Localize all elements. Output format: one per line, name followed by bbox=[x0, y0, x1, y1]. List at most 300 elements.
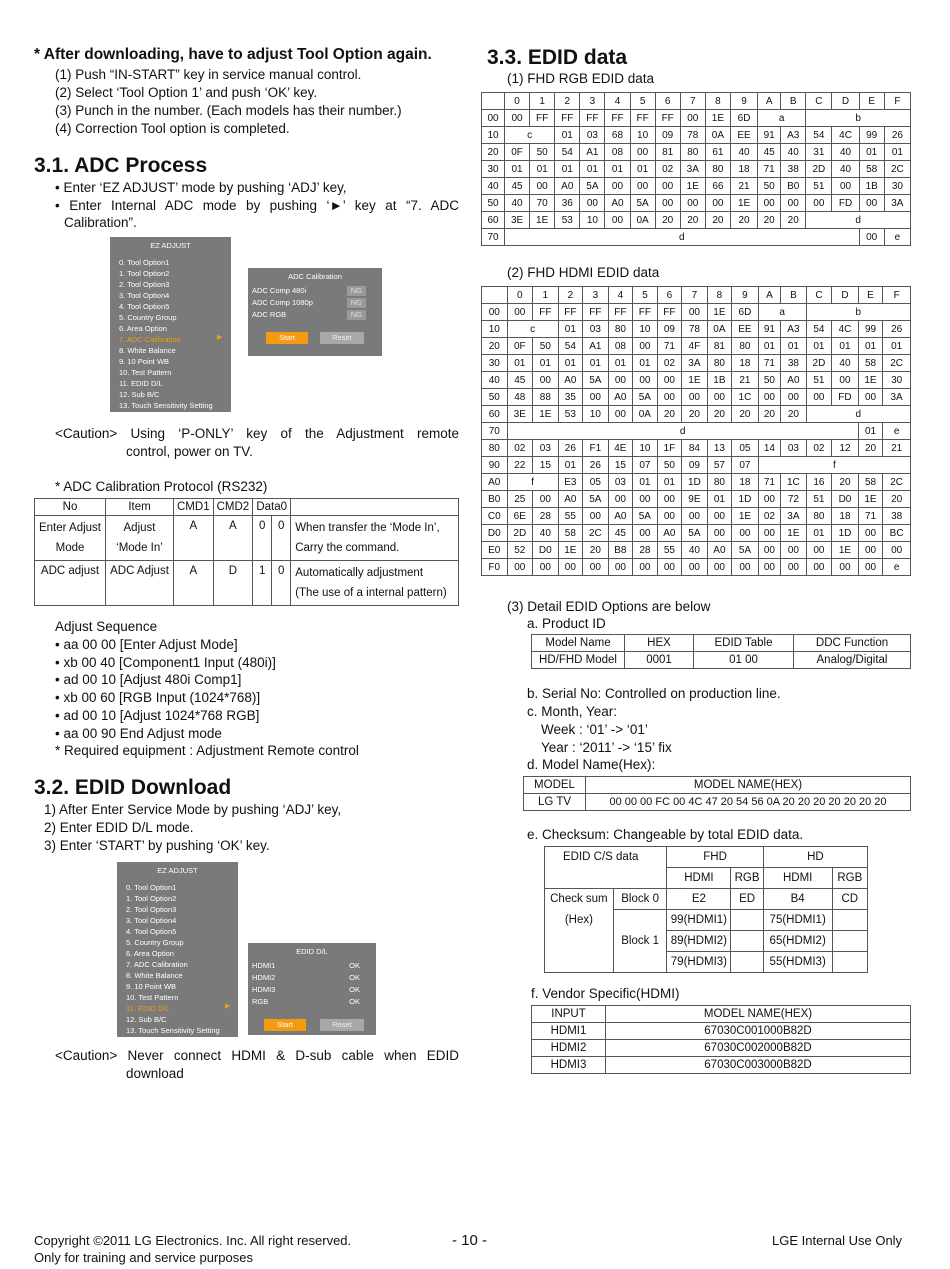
cell: D bbox=[213, 561, 253, 606]
menu-item[interactable]: 11. EDID D/L bbox=[126, 1004, 170, 1013]
hex-cell: 02 bbox=[655, 161, 680, 178]
hex-cell: 00 bbox=[657, 559, 682, 576]
hex-cell: 51 bbox=[806, 178, 832, 195]
hex-cell: 48 bbox=[507, 389, 533, 406]
cell: 89(HDMI2) bbox=[667, 931, 731, 952]
hex-cell: 00 bbox=[832, 559, 859, 576]
hex-cell: 2C bbox=[883, 474, 911, 491]
cell: HD/FHD Model bbox=[532, 652, 625, 669]
hex-cell: A0 bbox=[781, 372, 807, 389]
after-download-step: (3) Punch in the number. (Each models has their number.) bbox=[55, 103, 402, 118]
sequence-item: • xb 00 60 [RGB Input (1024*768)] bbox=[55, 690, 261, 706]
hex-cell: 50 bbox=[758, 178, 781, 195]
hex-cell: 00 bbox=[781, 195, 806, 212]
hex-cell: d bbox=[806, 406, 910, 423]
hex-cell: FF bbox=[655, 110, 680, 127]
hex-cell: 00 bbox=[657, 491, 682, 508]
hex-cell: 00 bbox=[608, 372, 633, 389]
hex-cell: 00 bbox=[732, 525, 759, 542]
cell: E2 bbox=[667, 889, 731, 910]
caution-cont: control, power on TV. bbox=[126, 444, 253, 459]
hex-cell: 84 bbox=[682, 440, 708, 457]
col-header: B bbox=[781, 287, 807, 304]
col-header: MODEL NAME(HEX) bbox=[586, 777, 911, 794]
hex-cell: 00 bbox=[682, 389, 708, 406]
menu-arrow-icon: ▶ bbox=[217, 334, 223, 341]
caution: <Caution> Never connect HDMI & D-sub cable when EDID bbox=[55, 1048, 459, 1063]
hex-cell: 00 bbox=[608, 406, 633, 423]
hex-cell: FD bbox=[832, 195, 859, 212]
hex-cell: A0 bbox=[558, 372, 583, 389]
hex-cell: 00 bbox=[707, 525, 732, 542]
hex-cell: 36 bbox=[555, 195, 580, 212]
hex-cell: 14 bbox=[758, 440, 780, 457]
sequence-item: * Required equipment : Adjustment Remote control bbox=[55, 743, 359, 759]
hex-cell: 20 bbox=[730, 212, 757, 229]
hex-cell: 1E bbox=[680, 178, 705, 195]
reset-button[interactable]: Reset bbox=[320, 1019, 364, 1031]
hex-cell: 80 bbox=[705, 161, 730, 178]
row-header: 30 bbox=[482, 161, 505, 178]
hex-cell: 01 bbox=[707, 491, 732, 508]
start-button[interactable]: Start bbox=[266, 332, 308, 344]
hex-cell: 3A bbox=[682, 355, 708, 372]
sequence-item: • xb 00 40 [Component1 Input (480i)] bbox=[55, 654, 276, 670]
hex-cell: 26 bbox=[884, 127, 910, 144]
hex-cell: 70 bbox=[530, 195, 555, 212]
hex-cell: 01 bbox=[630, 161, 655, 178]
hex-cell: 07 bbox=[633, 457, 658, 474]
hex-cell: 40 bbox=[505, 195, 530, 212]
hex-cell: 52 bbox=[507, 542, 533, 559]
menu-item[interactable]: 1. Tool Option2 bbox=[126, 894, 177, 903]
hex-cell: A0 bbox=[608, 508, 633, 525]
hex-cell: e bbox=[883, 423, 911, 440]
hex-cell: FF bbox=[630, 110, 655, 127]
hex-cell: f bbox=[507, 474, 558, 491]
col-header: Data0 bbox=[253, 499, 291, 516]
cell: Block 1 bbox=[613, 910, 667, 973]
col-header: 7 bbox=[680, 93, 705, 110]
hex-cell: A3 bbox=[781, 321, 807, 338]
fhd-hdmi-edid-table bbox=[481, 286, 911, 576]
hex-cell: 80 bbox=[707, 355, 732, 372]
cell: CD bbox=[832, 889, 867, 910]
cell: ADC adjust bbox=[35, 561, 106, 606]
cell: HDMI bbox=[667, 868, 731, 889]
hex-cell: 54 bbox=[806, 127, 832, 144]
panel-row bbox=[248, 309, 382, 321]
cell: 67030C001000B82D bbox=[606, 1023, 911, 1040]
col-header: 9 bbox=[730, 93, 757, 110]
hex-cell: 78 bbox=[680, 127, 705, 144]
cell: EDID C/S data bbox=[545, 847, 667, 868]
hex-cell: 20 bbox=[655, 212, 680, 229]
menu-item[interactable]: 12. Sub B/C bbox=[126, 1015, 167, 1024]
hex-cell: 01 bbox=[608, 355, 633, 372]
row-header: 50 bbox=[482, 195, 505, 212]
hex-cell: 1B bbox=[859, 178, 884, 195]
hex-cell: 01 bbox=[884, 144, 910, 161]
menu-item[interactable]: 11. EDID D/L bbox=[119, 379, 163, 388]
hex-cell: 02 bbox=[758, 508, 780, 525]
hex-cell: 00 bbox=[608, 491, 633, 508]
hex-cell: 71 bbox=[758, 355, 780, 372]
hex-cell: 00 bbox=[558, 559, 583, 576]
col-header: F bbox=[884, 93, 910, 110]
hex-cell: 1E bbox=[682, 372, 708, 389]
hex-cell: 00 bbox=[832, 372, 859, 389]
panel-row bbox=[248, 984, 376, 996]
hex-cell: 01 bbox=[530, 161, 555, 178]
hex-cell: 20 bbox=[858, 440, 883, 457]
hex-cell: 00 bbox=[806, 542, 832, 559]
menu-item[interactable]: 13. Touch Sensitivity Setting bbox=[119, 401, 213, 410]
menu-item[interactable]: 6. Area Option bbox=[119, 324, 167, 333]
col-header: B bbox=[781, 93, 806, 110]
hex-cell: 00 bbox=[758, 389, 780, 406]
edid-data-heading: 3.3. EDID data bbox=[487, 46, 628, 69]
hex-cell: 2C bbox=[583, 525, 609, 542]
hex-cell: 09 bbox=[682, 457, 708, 474]
hex-cell: 66 bbox=[705, 178, 730, 195]
hex-cell: 00 bbox=[682, 559, 708, 576]
hex-cell: 01 bbox=[806, 338, 832, 355]
hex-cell: 58 bbox=[859, 161, 884, 178]
row-header: E0 bbox=[482, 542, 508, 559]
col-header: E bbox=[858, 287, 883, 304]
col-header: C bbox=[806, 93, 832, 110]
hex-cell: 0A bbox=[630, 212, 655, 229]
hex-cell: 81 bbox=[707, 338, 732, 355]
hex-cell: A1 bbox=[580, 144, 605, 161]
hex-cell: 51 bbox=[806, 491, 832, 508]
hex-cell: 00 bbox=[583, 508, 609, 525]
hex-cell: 12 bbox=[832, 440, 859, 457]
col-header: 4 bbox=[608, 287, 633, 304]
hex-cell: 01 bbox=[555, 161, 580, 178]
hex-cell: 01 bbox=[605, 161, 630, 178]
hex-cell: 00 bbox=[583, 559, 609, 576]
hex-cell: EE bbox=[732, 321, 759, 338]
menu-title: EZ ADJUST bbox=[150, 241, 191, 250]
panel-row-label: ADC Comp 1080p bbox=[252, 298, 313, 307]
cell: 65(HDMI2) bbox=[763, 931, 832, 952]
hex-cell: 00 bbox=[580, 195, 605, 212]
row-header: 00 bbox=[482, 110, 505, 127]
menu-item[interactable]: 10. Test Pattern bbox=[119, 368, 172, 377]
hex-cell: 18 bbox=[732, 474, 759, 491]
hex-cell: 00 bbox=[758, 559, 780, 576]
hex-cell: 00 bbox=[832, 178, 859, 195]
cell: Carry the command. bbox=[295, 542, 400, 554]
hex-cell: 28 bbox=[633, 542, 658, 559]
protocol-title: * ADC Calibration Protocol (RS232) bbox=[55, 479, 268, 494]
hex-cell: 07 bbox=[732, 457, 759, 474]
panel-row-label: HDMI2 bbox=[252, 973, 276, 982]
hex-cell: F1 bbox=[583, 440, 609, 457]
menu-item[interactable]: 7. ADC Calibration bbox=[119, 335, 181, 344]
hex-cell: 00 bbox=[883, 542, 911, 559]
sequence-item: • aa 00 00 [Enter Adjust Mode] bbox=[55, 637, 238, 652]
row-header: A0 bbox=[482, 474, 508, 491]
col-header: 2 bbox=[555, 93, 580, 110]
hex-cell: 40 bbox=[730, 144, 757, 161]
hex-cell: 00 bbox=[530, 178, 555, 195]
hex-cell: FF bbox=[530, 110, 555, 127]
hex-cell: 13 bbox=[707, 440, 732, 457]
hex-cell: 08 bbox=[608, 338, 633, 355]
hex-cell: 18 bbox=[730, 161, 757, 178]
hex-cell: 20 bbox=[758, 406, 780, 423]
hex-cell: 55 bbox=[657, 542, 682, 559]
hex-cell: 03 bbox=[580, 127, 605, 144]
hex-cell: 58 bbox=[558, 525, 583, 542]
hex-cell: 18 bbox=[732, 355, 759, 372]
hex-cell: 20 bbox=[732, 406, 759, 423]
hex-cell: A0 bbox=[707, 542, 732, 559]
hex-cell: 00 bbox=[859, 195, 884, 212]
cell: FHD bbox=[667, 847, 763, 868]
col-header: 6 bbox=[655, 93, 680, 110]
cell: ‘Mode In’ bbox=[116, 542, 163, 554]
hex-cell: 01 bbox=[533, 355, 559, 372]
hex-cell: 2C bbox=[883, 355, 911, 372]
hex-cell: 00 bbox=[758, 525, 780, 542]
hex-cell: 55 bbox=[558, 508, 583, 525]
hex-cell: 01 bbox=[858, 423, 883, 440]
menu-item[interactable]: 9. 10 Point WB bbox=[119, 357, 170, 366]
hex-cell: 50 bbox=[657, 457, 682, 474]
menu-item[interactable]: 4. Tool Option5 bbox=[119, 302, 170, 311]
col-header: 0 bbox=[507, 287, 533, 304]
menu-item[interactable]: 0. Tool Option1 bbox=[119, 258, 170, 267]
hex-cell: 00 bbox=[758, 195, 781, 212]
hex-cell: 40 bbox=[533, 525, 559, 542]
hex-cell: 00 bbox=[707, 508, 732, 525]
menu-item[interactable]: 8. White Balance bbox=[126, 971, 183, 980]
hex-cell: 00 bbox=[806, 389, 832, 406]
edid-dl-step: 2) Enter EDID D/L mode. bbox=[44, 820, 194, 835]
hex-cell: 00 bbox=[680, 195, 705, 212]
col-header: No bbox=[35, 499, 106, 516]
hex-cell: 57 bbox=[707, 457, 732, 474]
hex-cell: 0A bbox=[633, 406, 658, 423]
adc-protocol-table bbox=[34, 498, 459, 606]
hex-cell: 00 bbox=[657, 372, 682, 389]
menu-item[interactable]: 3. Tool Option4 bbox=[119, 291, 170, 300]
hex-cell: 00 bbox=[705, 195, 730, 212]
hex-cell: 21 bbox=[883, 440, 911, 457]
hex-cell: 20 bbox=[781, 406, 807, 423]
menu-item[interactable]: 8. White Balance bbox=[119, 346, 176, 355]
hex-cell: 00 bbox=[583, 389, 609, 406]
col-header: 5 bbox=[630, 93, 655, 110]
model-name-title: d. Model Name(Hex): bbox=[527, 757, 656, 772]
cell: RGB bbox=[731, 868, 763, 889]
menu-title: EZ ADJUST bbox=[157, 866, 198, 875]
panel-row-label: HDMI1 bbox=[252, 961, 276, 970]
hex-cell: 1E bbox=[832, 542, 859, 559]
col-header: C bbox=[806, 287, 832, 304]
hex-cell: 15 bbox=[533, 457, 559, 474]
hex-cell: 05 bbox=[583, 474, 609, 491]
hex-cell: B8 bbox=[608, 542, 633, 559]
hex-cell: 1E bbox=[707, 304, 732, 321]
col-header: CMD2 bbox=[213, 499, 253, 516]
col-header: MODEL bbox=[524, 777, 586, 794]
hex-cell: 00 bbox=[781, 542, 807, 559]
menu-item[interactable]: 13. Touch Sensitivity Setting bbox=[126, 1026, 220, 1035]
hex-cell: 40 bbox=[682, 542, 708, 559]
hex-cell: 00 bbox=[533, 491, 559, 508]
menu-item[interactable]: 10. Test Pattern bbox=[126, 993, 179, 1002]
hex-cell: 4C bbox=[832, 321, 859, 338]
hex-cell: 5A bbox=[583, 491, 609, 508]
hex-cell: 16 bbox=[806, 474, 832, 491]
hex-cell: 35 bbox=[558, 389, 583, 406]
col-header: 9 bbox=[732, 287, 759, 304]
cell: Enter Adjust bbox=[38, 522, 101, 534]
hex-cell: 1D bbox=[832, 525, 859, 542]
footer-training: Only for training and service purposes bbox=[34, 1250, 253, 1265]
status-value: NG bbox=[347, 310, 366, 320]
hex-cell: 2D bbox=[507, 525, 533, 542]
cell: 55(HDMI3) bbox=[763, 952, 832, 973]
hex-cell: 01 bbox=[633, 474, 658, 491]
reset-button[interactable]: Reset bbox=[320, 332, 364, 344]
hex-cell: 10 bbox=[583, 406, 609, 423]
hex-cell: 00 bbox=[608, 559, 633, 576]
menu-item[interactable]: 0. Tool Option1 bbox=[126, 883, 177, 892]
cell: LG TV bbox=[524, 794, 586, 811]
hex-cell: FF bbox=[633, 304, 658, 321]
hex-cell: 38 bbox=[781, 355, 807, 372]
hex-cell: 25 bbox=[507, 491, 533, 508]
hex-cell: 00 bbox=[859, 229, 884, 246]
cell: 0001 bbox=[625, 652, 694, 669]
hex-cell: 0F bbox=[505, 144, 530, 161]
hex-cell: FF bbox=[657, 304, 682, 321]
col-header: 1 bbox=[530, 93, 555, 110]
cell: 1 bbox=[253, 561, 272, 606]
hex-cell: 08 bbox=[605, 144, 630, 161]
hex-cell: 02 bbox=[657, 355, 682, 372]
hex-cell: 1E bbox=[730, 195, 757, 212]
hex-cell: 03 bbox=[583, 321, 609, 338]
col-header: 5 bbox=[633, 287, 658, 304]
row-header: B0 bbox=[482, 491, 508, 508]
row-header: 10 bbox=[482, 321, 508, 338]
col-header: A bbox=[758, 287, 780, 304]
hex-cell: 00 bbox=[806, 559, 832, 576]
hex-cell: 3A bbox=[781, 508, 807, 525]
hex-cell: 00 bbox=[781, 389, 807, 406]
cell: 75(HDMI1) bbox=[763, 910, 832, 931]
status-value: NG bbox=[347, 286, 366, 296]
menu-item[interactable]: 9. 10 Point WB bbox=[126, 982, 177, 991]
hex-cell: 1B bbox=[707, 372, 732, 389]
row-header: F0 bbox=[482, 559, 508, 576]
hex-cell: 00 bbox=[655, 178, 680, 195]
menu-item[interactable]: 5. Country Group bbox=[126, 938, 184, 947]
page-number: - 10 - bbox=[452, 1232, 488, 1249]
cell: ED bbox=[731, 889, 763, 910]
menu-item[interactable]: 6. Area Option bbox=[126, 949, 174, 958]
start-button[interactable]: Start bbox=[264, 1019, 306, 1031]
row-header: 50 bbox=[482, 389, 508, 406]
menu-item[interactable]: 2. Tool Option3 bbox=[119, 280, 170, 289]
hex-cell: 1D bbox=[682, 474, 708, 491]
hex-cell: 2D bbox=[806, 355, 832, 372]
hex-cell: 71 bbox=[657, 338, 682, 355]
hex-cell: 01 bbox=[555, 127, 580, 144]
adc-heading: 3.1. ADC Process bbox=[34, 154, 208, 177]
hex-cell: 30 bbox=[883, 372, 911, 389]
model-name-table bbox=[523, 776, 911, 811]
hex-cell: 45 bbox=[507, 372, 533, 389]
hex-cell: 58 bbox=[858, 355, 883, 372]
hex-cell: 45 bbox=[505, 178, 530, 195]
hex-cell: 45 bbox=[758, 144, 781, 161]
after-download-step: (4) Correction Tool option is completed. bbox=[55, 121, 290, 136]
hex-cell: 01 bbox=[633, 355, 658, 372]
hex-cell: 38 bbox=[781, 161, 806, 178]
menu-item[interactable]: 2. Tool Option3 bbox=[126, 905, 177, 914]
hex-cell: 00 bbox=[633, 338, 658, 355]
col-header: DDC Function bbox=[794, 635, 911, 652]
ez-adjust-menu bbox=[110, 237, 231, 412]
hex-cell: 00 bbox=[858, 525, 883, 542]
menu-item[interactable]: 4. Tool Option5 bbox=[126, 927, 177, 936]
hex-cell: 0A bbox=[707, 321, 732, 338]
hex-cell: 00 bbox=[507, 304, 533, 321]
hex-cell: 10 bbox=[580, 212, 605, 229]
hex-cell: 00 bbox=[781, 559, 807, 576]
hex-cell: d bbox=[507, 423, 858, 440]
hex-cell: 00 bbox=[605, 212, 630, 229]
hex-cell: 00 bbox=[858, 559, 883, 576]
hex-cell: 22 bbox=[507, 457, 533, 474]
hex-cell: 50 bbox=[758, 372, 780, 389]
menu-item[interactable]: 12. Sub B/C bbox=[119, 390, 160, 399]
row-header: 80 bbox=[482, 440, 508, 457]
menu-item[interactable]: 3. Tool Option4 bbox=[126, 916, 177, 925]
hex-cell: 01 bbox=[858, 338, 883, 355]
hex-cell: 18 bbox=[832, 508, 859, 525]
col-header: Model Name bbox=[532, 635, 625, 652]
hex-cell: 01 bbox=[758, 338, 780, 355]
row-header: 10 bbox=[482, 127, 505, 144]
col-header: EDID Table bbox=[694, 635, 794, 652]
hex-cell: 53 bbox=[558, 406, 583, 423]
hex-cell: 30 bbox=[884, 178, 910, 195]
menu-item[interactable]: 1. Tool Option2 bbox=[119, 269, 170, 278]
hex-cell: 61 bbox=[705, 144, 730, 161]
hex-cell: A1 bbox=[583, 338, 609, 355]
hex-cell: 00 bbox=[732, 559, 759, 576]
hex-cell: 01 bbox=[657, 474, 682, 491]
hex-cell: 00 bbox=[633, 559, 658, 576]
hex-cell: b bbox=[806, 304, 910, 321]
hex-cell: 80 bbox=[732, 338, 759, 355]
footer-internal: LGE Internal Use Only bbox=[772, 1233, 903, 1248]
menu-item[interactable]: 5. Country Group bbox=[119, 313, 177, 322]
hex-cell: 00 bbox=[680, 110, 705, 127]
ez-adjust-menu bbox=[117, 862, 238, 1037]
menu-item[interactable]: 7. ADC Calibration bbox=[126, 960, 188, 969]
hex-cell: 1E bbox=[558, 542, 583, 559]
